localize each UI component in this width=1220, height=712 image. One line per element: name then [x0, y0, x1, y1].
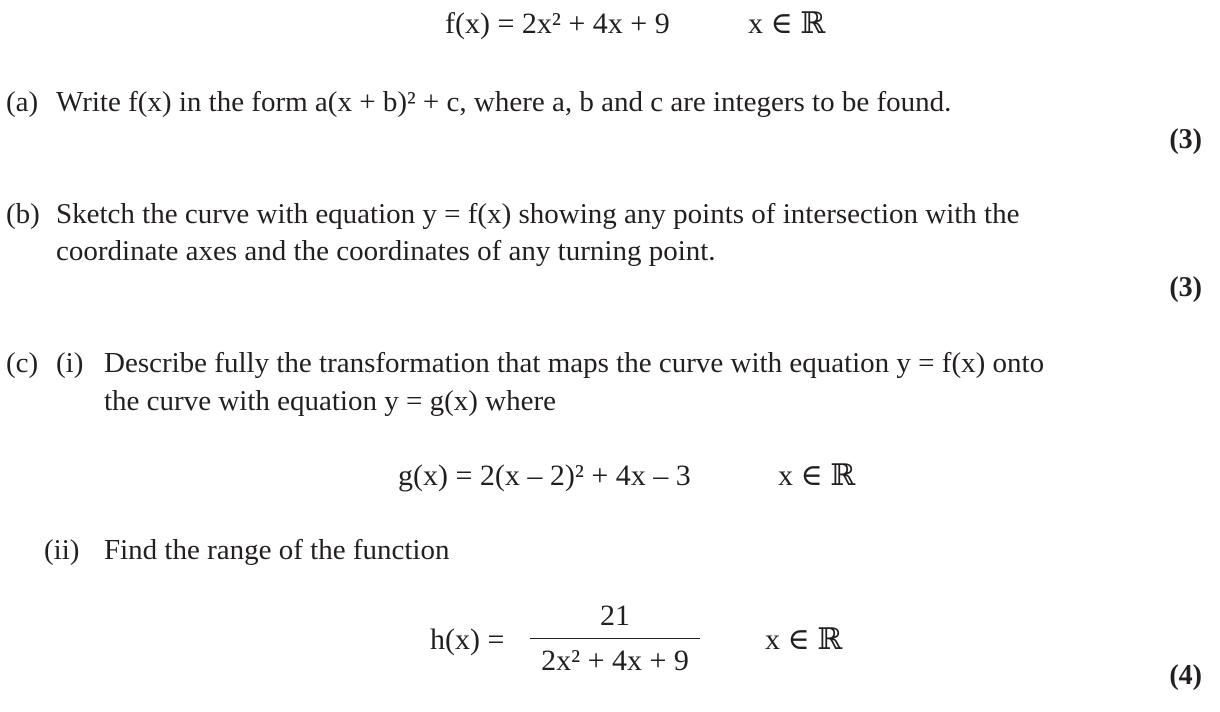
h-denominator: 2x² + 4x + 9	[541, 644, 689, 677]
g-equation: g(x) = 2(x – 2)² + 4x – 3	[398, 459, 691, 492]
fraction-bar	[530, 638, 700, 639]
part-a-label: (a)	[6, 86, 39, 118]
part-c-label: (c)	[6, 347, 39, 379]
g-domain: x ∈ ℝ	[778, 459, 856, 492]
given-function: f(x) = 2x² + 4x + 9	[445, 7, 670, 40]
part-b-line2: coordinate axes and the coordinates of any turning point.	[56, 235, 716, 267]
part-c-i-label: (i)	[56, 347, 84, 379]
part-b-line1: Sketch the curve with equation y = f(x) showing any points of intersection with the	[56, 198, 1020, 230]
part-c-ii-text: Find the range of the function	[104, 534, 450, 566]
part-c-ii-label: (ii)	[44, 534, 80, 566]
h-fraction	[530, 598, 700, 679]
part-b-label: (b)	[6, 198, 40, 230]
part-c-i-line2: the curve with equation y = g(x) where	[104, 385, 557, 417]
given-domain: x ∈ ℝ	[748, 7, 826, 40]
h-domain: x ∈ ℝ	[765, 623, 843, 656]
h-lhs: h(x) =	[430, 623, 505, 656]
part-b-marks: (3)	[1169, 272, 1202, 303]
part-c-marks: (4)	[1169, 660, 1202, 691]
part-a-marks: (3)	[1169, 124, 1202, 155]
part-c-i-line1: Describe fully the transformation that maps the curve with equation y = f(x) onto	[104, 347, 1045, 379]
part-a-text: Write f(x) in the form a(x + b)² + c, where a, b and c are integers to be found.	[56, 86, 952, 118]
h-numerator: 21	[600, 599, 630, 632]
